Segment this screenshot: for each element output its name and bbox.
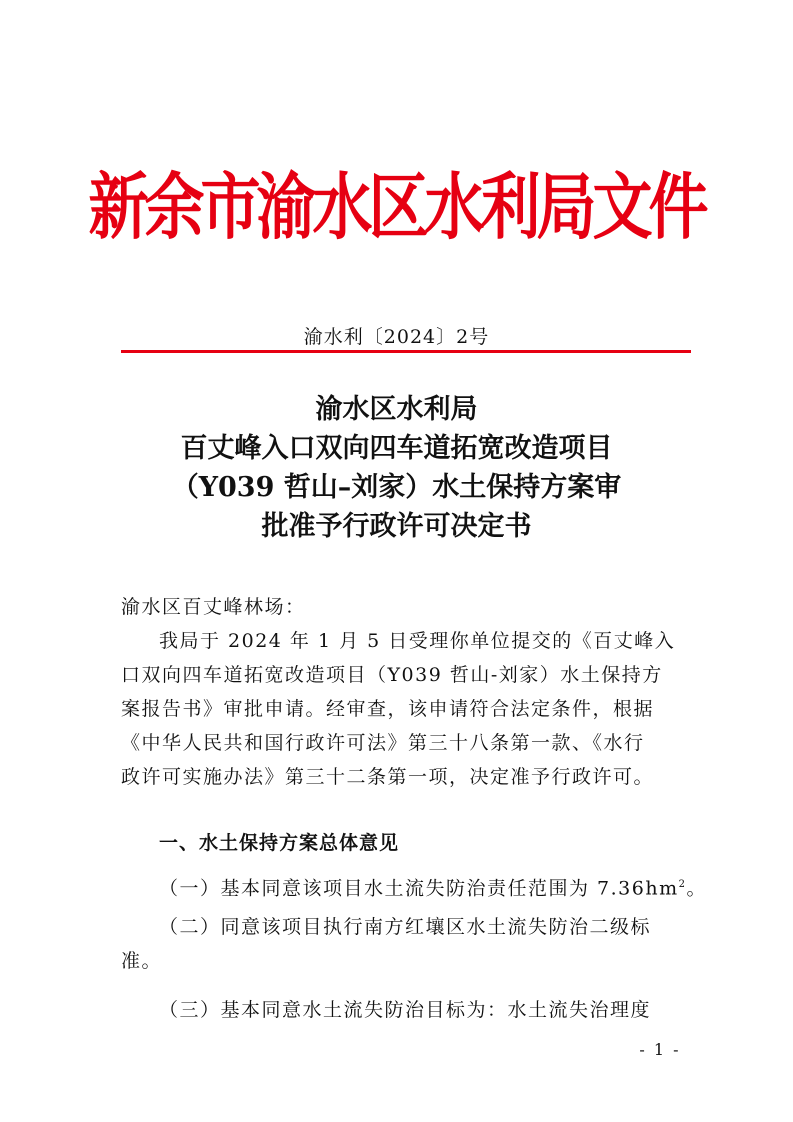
- item-3: [121, 993, 683, 1027]
- item-1-text: （一）基本同意该项目水土流失防治责任范围为 7.36hm: [159, 877, 679, 900]
- item-1-end: 。: [686, 877, 707, 900]
- item-1-superscript: 2: [678, 879, 687, 890]
- paragraph-line: 政许可实施办法》第三十二条第一项，决定准予行政许可。: [121, 766, 655, 788]
- item-1: [121, 868, 707, 905]
- title-line-3: （Y039 哲山–刘家）水土保持方案审: [171, 472, 622, 503]
- paragraph-line: 案报告书》审批申请。经审查，该申请符合法定条件，根据: [121, 698, 655, 720]
- masthead-title: 新余市渝水区水利局文件: [88, 166, 705, 250]
- paragraph-line: 口双向四车道拓宽改造项目（Y039 哲山-刘家）水土保持方: [121, 664, 663, 686]
- addressee: 渝水区百丈峰林场：: [121, 596, 306, 618]
- page-number: - 1 -: [639, 1040, 681, 1059]
- section-heading-1: 一、水土保持方案总体意见: [159, 832, 400, 854]
- item-2-line: 准。: [121, 950, 163, 972]
- red-divider-line: [121, 350, 691, 353]
- document-number: 渝水利〔2024〕2号: [303, 326, 490, 348]
- title-line-1: 渝水区水利局: [315, 394, 478, 425]
- item-2: [121, 910, 683, 978]
- document-title: [0, 390, 793, 546]
- item-3-line: （三）基本同意水土流失防治目标为：水土流失治理度: [159, 999, 652, 1021]
- paragraph-line: 我局于 2024 年 1 月 5 日受理你单位提交的《百丈峰入: [159, 630, 676, 652]
- item-1-line: [121, 868, 707, 905]
- item-2-line: （二）同意该项目执行南方红壤区水土流失防治二级标: [159, 916, 652, 938]
- paragraph-line: 《中华人民共和国行政许可法》第三十八条第一款、《水行: [121, 732, 645, 754]
- title-line-2: 百丈峰入口双向四车道拓宽改造项目: [180, 433, 613, 464]
- title-line-4: 批准予行政许可决定书: [261, 511, 532, 542]
- paragraph-decision: [121, 624, 683, 794]
